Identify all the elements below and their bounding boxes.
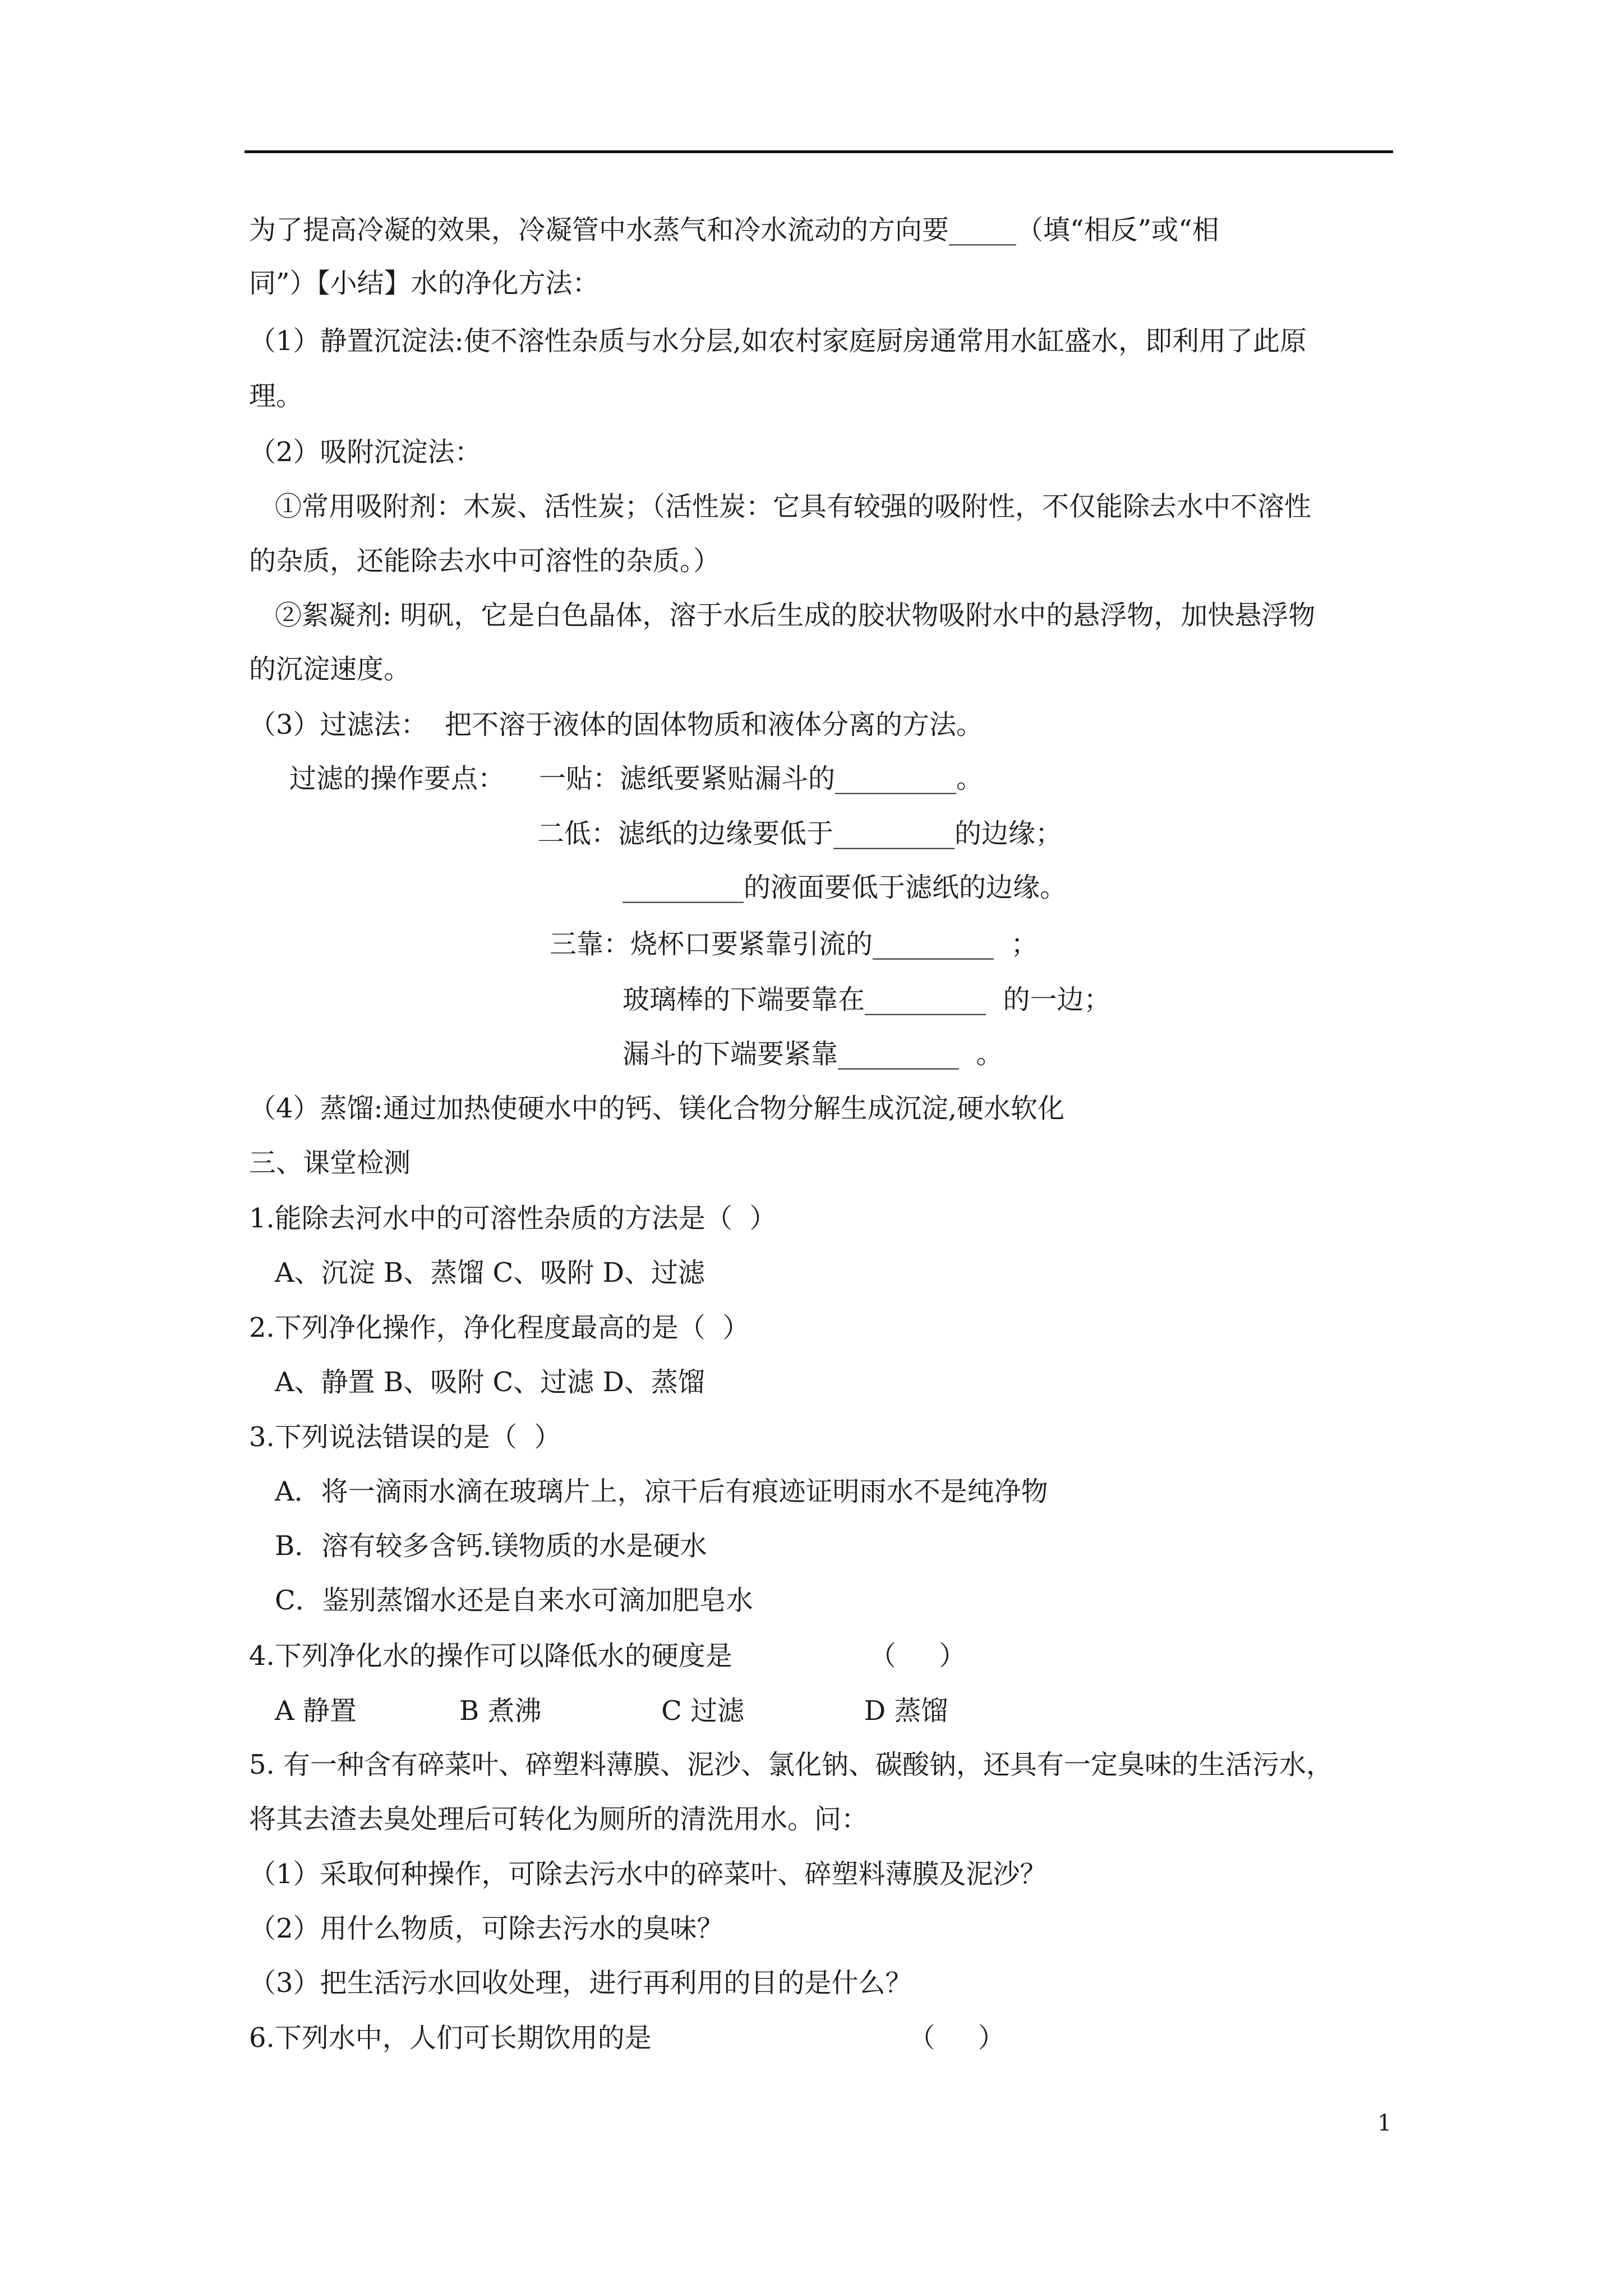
answer-option: B．溶有较多含钙.镁物质的水是硬水 (275, 1530, 707, 1562)
answer-options: A 静置 B 煮沸 C 过滤 D 蒸馏 (275, 1695, 948, 1727)
header-rule (245, 150, 1393, 153)
text-line: 为了提高冷凝的效果，冷凝管中水蒸气和冷水流动的方向要_____（填“相反”或“相 (249, 214, 1219, 246)
text-line: 二低：滤纸的边缘要低于_________的边缘； (537, 818, 1063, 849)
text-line: 三靠：烧杯口要紧靠引流的_________ ； (550, 928, 1038, 960)
text-line: 理。 (249, 380, 303, 412)
text-line: （1）静置沉淀法:使不溶性杂质与水分层,如农村家庭厨房通常用水缸盛水，即利用了此原 (249, 325, 1307, 357)
text-line: 漏斗的下端要紧靠_________ 。 (623, 1038, 1003, 1070)
text-line: 同”）【小结】水的净化方法： (249, 268, 600, 299)
text-line: （2）吸附沉淀法： (249, 436, 482, 468)
question: 6.下列水中，人们可长期饮用的是 （ ） (249, 2022, 1005, 2054)
text-line: 过滤的操作要点： 一贴：滤纸要紧贴漏斗的_________。 (289, 763, 984, 794)
answer-option: C．鉴别蒸馏水还是自来水可滴加肥皂水 (275, 1585, 753, 1616)
text-line: ②絮凝剂: 明矾，它是白色晶体，溶于水后生成的胶状物吸附水中的悬浮物，加快悬浮物 (275, 600, 1316, 631)
answer-option: A．将一滴雨水滴在玻璃片上，凉干后有痕迹证明雨水不是纯净物 (275, 1476, 1048, 1507)
sub-question: （1）采取何种操作，可除去污水中的碎菜叶、碎塑料薄膜及泥沙？ (249, 1858, 1047, 1890)
sub-question: （2）用什么物质，可除去污水的臭味？ (249, 1913, 724, 1944)
section-heading: 三、课堂检测 (249, 1147, 411, 1179)
question: 4.下列净化水的操作可以降低水的硬度是 （ ） (249, 1640, 966, 1672)
question: 2.下列净化操作，净化程度最高的是（ ） (249, 1312, 750, 1343)
text-line: 的沉淀速度。 (249, 654, 411, 685)
question: 将其去渣去臭处理后可转化为厕所的清洗用水。问： (249, 1803, 869, 1835)
text-line: 的杂质，还能除去水中可溶性的杂质。） (249, 545, 721, 577)
answer-options: A、静置 B、吸附 C、过滤 D、蒸馏 (275, 1366, 705, 1398)
text-line: _________的液面要低于滤纸的边缘。 (623, 872, 1067, 903)
answer-options: A、沉淀 B、蒸馏 C、吸附 D、过滤 (275, 1257, 705, 1289)
text-line: （3）过滤法： 把不溶于液体的固体物质和液体分离的方法。 (249, 709, 984, 740)
text-line: 玻璃棒的下端要靠在_________ 的一边； (623, 984, 1111, 1015)
sub-question: （3）把生活污水回收处理，进行再利用的目的是什么？ (249, 1967, 912, 1999)
page-number: 1 (1377, 2110, 1392, 2136)
question: 1.能除去河水中的可溶性杂质的方法是（ ） (249, 1203, 777, 1234)
text-line: （4）蒸馏:通过加热使硬水中的钙、镁化合物分解生成沉淀,硬水软化 (249, 1093, 1064, 1124)
question: 5. 有一种含有碎菜叶、碎塑料薄膜、泥沙、氯化钠、碳酸钠，还具有一定臭味的生活污水， (249, 1749, 1334, 1780)
question: 3.下列说法错误的是（ ） (249, 1421, 561, 1453)
text-line: ①常用吸附剂：木炭、活性炭；（活性炭：它具有较强的吸附性，不仅能除去水中不溶性 (275, 491, 1312, 522)
